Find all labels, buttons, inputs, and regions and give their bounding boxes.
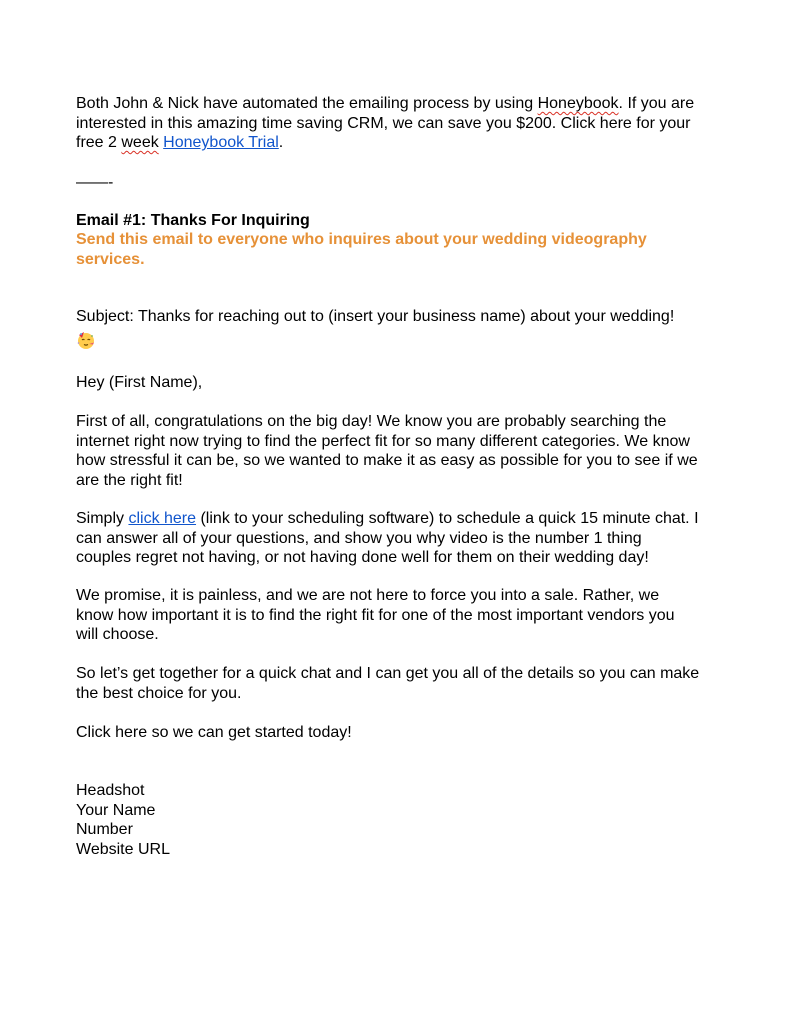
subject-line: Subject: Thanks for reaching out to (insert your business name) about your wedding!	[76, 308, 675, 325]
paragraph-3: We promise, it is painless, and we are not here to force you into a sale. Rather, we know how important it is to find the right fit for one of the most important vendors you will choose.	[76, 587, 675, 644]
honeybook-word: Honeybook	[537, 95, 619, 112]
click-here-link[interactable]: click here	[128, 510, 197, 527]
signature-headshot: Headshot	[76, 782, 145, 799]
paragraph-1: First of all, congratulations on the big day! We know you are probably searching the internet right now trying to find the perfect fit for so many different categories. We know how stressful it can be, so we wanted to make it as easy as possible for you to see if we are the right fit!	[76, 413, 698, 489]
email-heading: Email #1: Thanks For Inquiring	[76, 212, 310, 229]
intro-line-1: Both John & Nick have automated the emailing process by using Honeybook. If you are	[76, 95, 695, 112]
divider: ——-	[76, 174, 114, 191]
signature-block	[76, 781, 736, 859]
greeting: Hey (First Name),	[76, 374, 203, 391]
paragraph-5: Click here so we can get started today!	[76, 724, 352, 741]
intro-paragraph	[76, 94, 736, 153]
paragraph-4: So let’s get together for a quick chat and I can get you all of the details so you can make the best choice for you.	[76, 665, 700, 702]
email-instruction: Send this email to everyone who inquires about your wedding videography services.	[76, 231, 647, 268]
signature-name: Your Name	[76, 801, 156, 819]
signature-number: Number	[76, 821, 133, 839]
week-word: week	[121, 134, 159, 152]
honeybook-trial-link[interactable]: Honeybook Trial	[163, 134, 279, 152]
intro-line-2: interested in this amazing time saving CRM, we can save you $200. Click here for your	[76, 114, 691, 132]
paragraph-2: Simply click here (link to your scheduling software) to schedule a quick 15 minute chat. I can answer all of your questions, and show you why video is the number 1 thing couples regret not having, or not having done well for them on their wedding day!	[76, 510, 699, 567]
signature-website: Website URL	[76, 840, 170, 858]
intro-line-3: free 2 week Honeybook Trial.	[76, 134, 284, 152]
partying-face-icon	[76, 330, 96, 350]
